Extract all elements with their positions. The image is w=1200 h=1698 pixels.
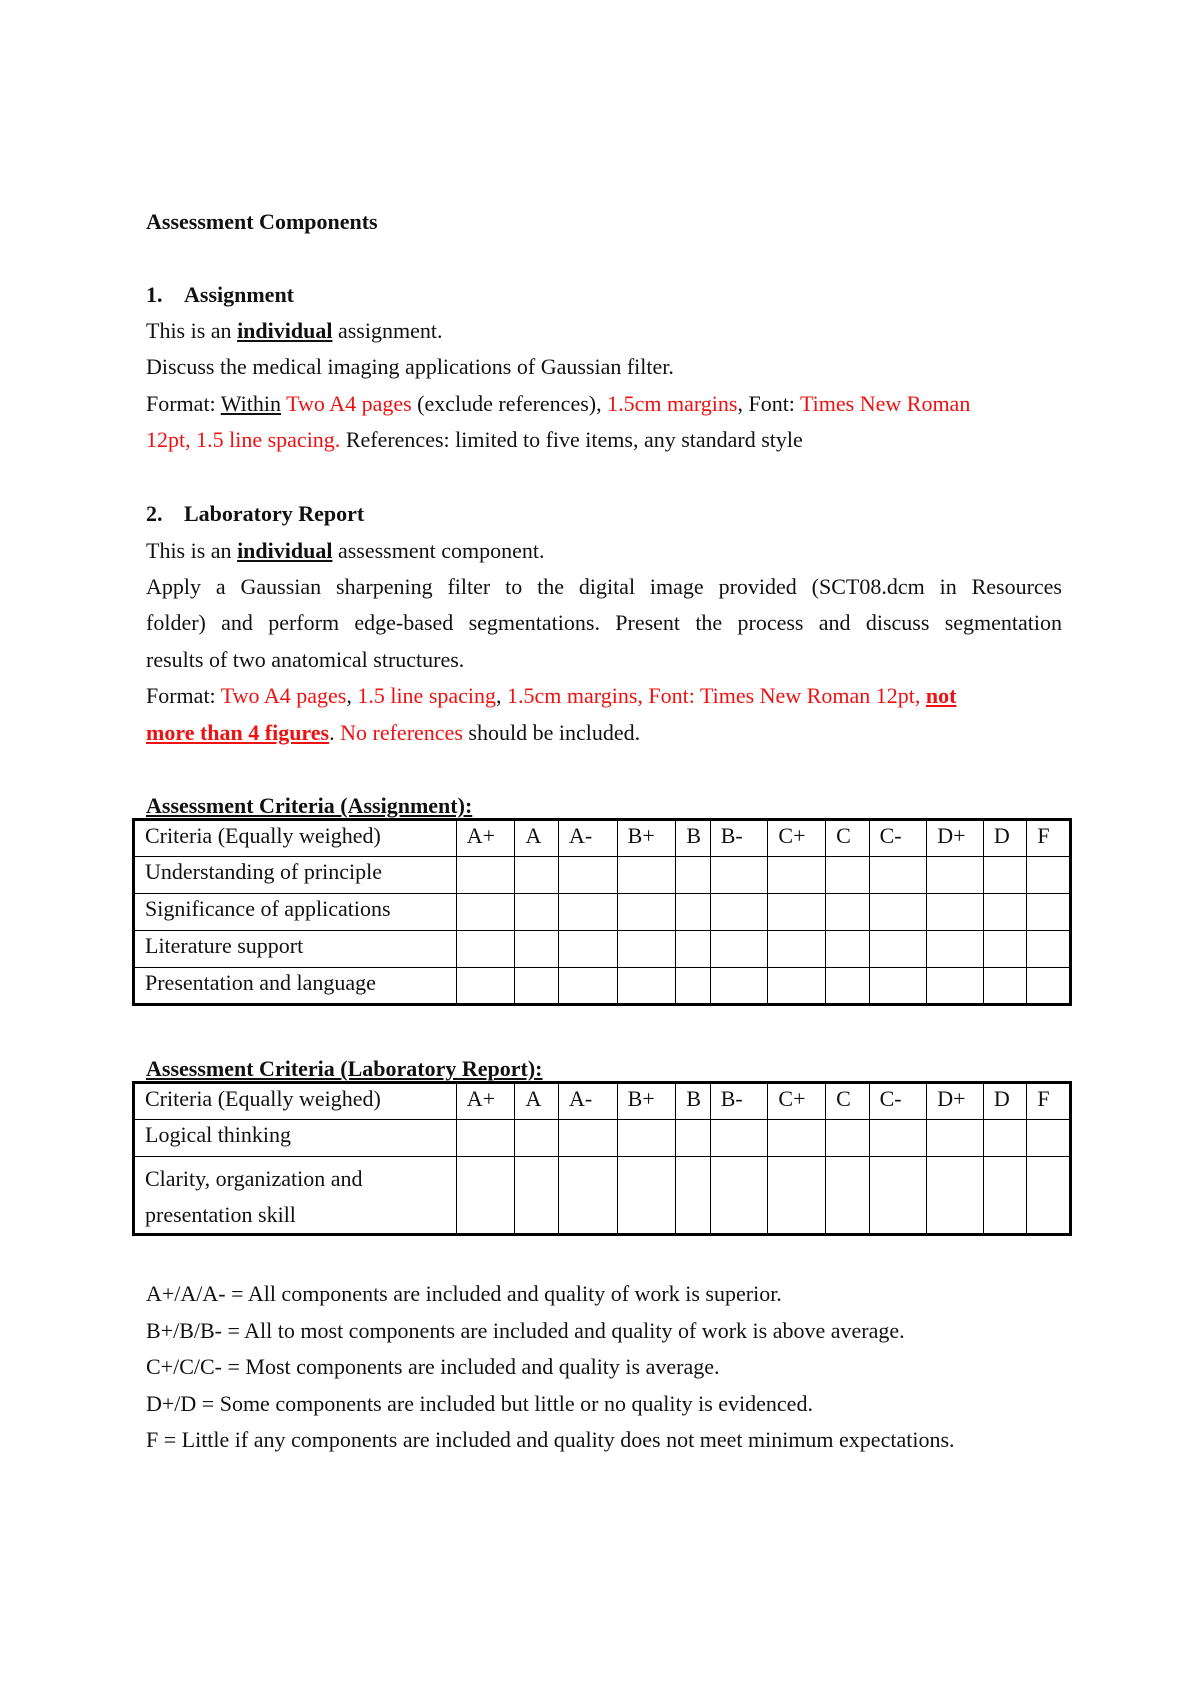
grade-header-cell: C+ — [768, 820, 826, 857]
grade-header-cell: B- — [710, 820, 768, 857]
section-lab-heading: 2. Laboratory Report — [146, 501, 365, 526]
assignment-format-line: Format: Within Two A4 pages (exclude references), 1.5cm margins, Font: Times New Roman — [146, 391, 971, 416]
grade-header-cell: C+ — [768, 1083, 826, 1120]
table-row — [134, 968, 1071, 1005]
grade-header-cell: A+ — [456, 820, 515, 857]
grade-header-cell: C — [826, 820, 870, 857]
table-row — [134, 1157, 1071, 1235]
criteria-header-cell: Criteria (Equally weighed) — [134, 1083, 457, 1120]
criteria-cell: Significance of applications — [134, 894, 457, 931]
criteria-cell: Literature support — [134, 931, 457, 968]
grade-header-cell: D+ — [927, 820, 984, 857]
criteria-cell: Clarity, organization and presentation skill — [134, 1157, 457, 1235]
table-header-row — [134, 1083, 1071, 1120]
criteria-lab-table — [132, 1081, 1072, 1236]
table-row — [134, 857, 1071, 894]
grade-header-cell: A — [515, 1083, 559, 1120]
lab-format-line: Format: Two A4 pages, 1.5 line spacing, 1.5cm margins, Font: Times New Roman 12pt, not — [146, 683, 957, 708]
lab-task-line-3: results of two anatomical structures. — [146, 647, 465, 672]
grade-header-cell: D — [983, 1083, 1027, 1120]
grade-header-cell: F — [1027, 820, 1071, 857]
criteria-assignment-table — [132, 818, 1072, 1006]
table-header-row — [134, 820, 1071, 857]
grade-header-cell: B+ — [617, 1083, 676, 1120]
grade-header-cell: A- — [558, 820, 617, 857]
lab-task-line-1: Apply a Gaussian sharpening filter to the digital image provided (SCT08.dcm in Resources — [146, 574, 1062, 599]
criteria-cell: Presentation and language — [134, 968, 457, 1005]
grade-header-cell: C — [826, 1083, 870, 1120]
criteria-header-cell: Criteria (Equally weighed) — [134, 820, 457, 857]
criteria-assignment-title: Assessment Criteria (Assignment): — [146, 793, 473, 818]
table-row — [134, 894, 1071, 931]
grade-legend-line: D+/D = Some components are included but little or no quality is evidenced. — [146, 1391, 813, 1416]
table-row — [134, 1120, 1071, 1157]
assignment-task-line: Discuss the medical imaging applications of Gaussian filter. — [146, 354, 674, 379]
grade-header-cell: A+ — [456, 1083, 515, 1120]
criteria-cell: Understanding of principle — [134, 857, 457, 894]
grade-legend-line: A+/A/A- = All components are included and quality of work is superior. — [146, 1281, 782, 1306]
lab-task-line-2: folder) and perform edge-based segmentations. Present the process and discuss segmentation — [146, 610, 1062, 635]
section-assignment-heading: 1. Assignment — [146, 282, 295, 307]
grade-header-cell: A — [515, 820, 559, 857]
criteria-cell: Logical thinking — [134, 1120, 457, 1157]
lab-format-line-2: more than 4 figures. No references should be included. — [146, 720, 641, 745]
grade-header-cell: C- — [869, 820, 927, 857]
table-row — [134, 931, 1071, 968]
grade-header-cell: F — [1027, 1083, 1071, 1120]
grade-header-cell: B- — [710, 1083, 768, 1120]
assignment-format-line-2: 12pt, 1.5 line spacing. References: limited to five items, any standard style — [146, 427, 803, 452]
grade-legend-line: C+/C/C- = Most components are included and quality is average. — [146, 1354, 720, 1379]
grade-legend-line: F = Little if any components are included and quality does not meet minimum expectations. — [146, 1427, 955, 1452]
grade-header-cell: B+ — [617, 820, 676, 857]
grade-header-cell: A- — [558, 1083, 617, 1120]
grade-header-cell: D+ — [927, 1083, 984, 1120]
lab-individual-line: This is an individual assessment component. — [146, 538, 545, 563]
assignment-individual-line: This is an individual assignment. — [146, 318, 443, 343]
grade-legend-line: B+/B/B- = All to most components are included and quality of work is above average. — [146, 1318, 905, 1343]
grade-header-cell: C- — [869, 1083, 927, 1120]
grade-header-cell: D — [983, 820, 1027, 857]
page-title: Assessment Components — [146, 209, 378, 234]
grade-header-cell: B — [676, 820, 710, 857]
criteria-lab-title: Assessment Criteria (Laboratory Report): — [146, 1056, 543, 1081]
grade-header-cell: B — [676, 1083, 710, 1120]
